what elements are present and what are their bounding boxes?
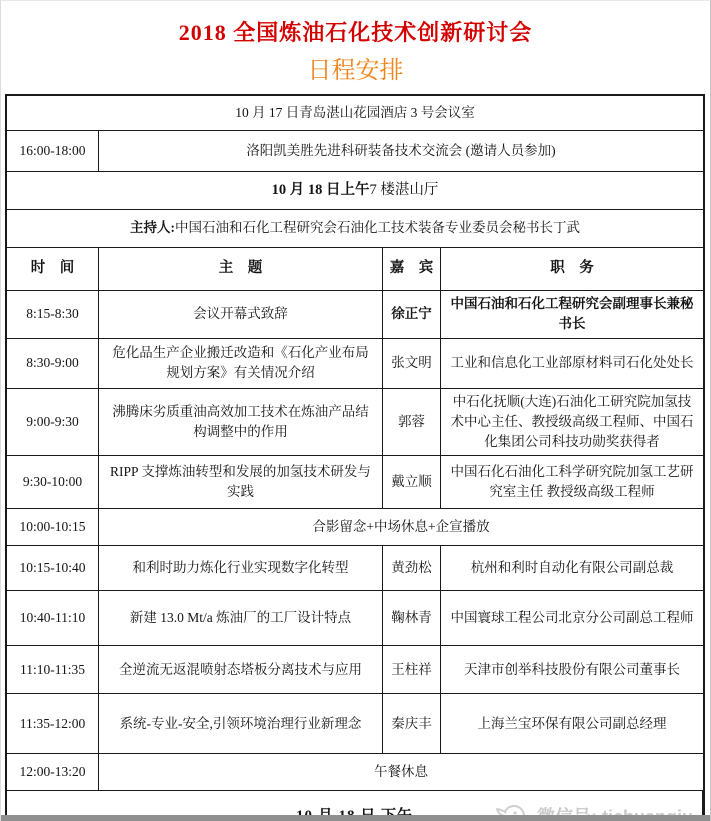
col-header-topic: 主 题 [99,248,383,290]
topic-cell: 合影留念+中场休息+企宣播放 [312,519,490,535]
table-row [7,456,703,509]
topic-cell: 和利时助力炼化行业实现数字化转型 [99,546,383,590]
guest-cell: 戴立顺 [383,456,441,508]
table-row [7,591,703,646]
session-am-hall: 7 楼湛山厅 [369,181,439,198]
moderator-row [7,210,703,248]
time-cell: 10:00-10:15 [7,509,99,545]
topic-cell: 洛阳凯美胜先进科研装备技术交流会 (邀请人员参加) [246,142,556,158]
lunch-row [7,754,703,791]
col-header-time: 时 间 [7,248,99,290]
guest-cell: 鞠林青 [383,591,441,645]
venue-text: 10 月 17 日青岛湛山花园酒店 3 号会议室 [235,104,475,120]
page-subtitle: 日程安排 [307,57,404,84]
table-row [7,339,703,389]
role-cell: 上海兰宝环保有限公司副总经理 [477,715,667,731]
agenda-table [5,94,705,821]
topic-cell: 全逆流无返混喷射态塔板分离技术与应用 [99,646,383,693]
time-cell: 11:10-11:35 [7,646,99,693]
session-am-text [7,172,703,209]
venue-row [7,96,703,131]
guest-cell: 黄劲松 [383,546,441,590]
topic-cell: 新建 13.0 Mt/a 炼油厂的工厂设计特点 [99,591,383,645]
guest-cell: 郭蓉 [383,389,441,456]
time-cell: 8:30-9:00 [7,339,99,388]
table-row [7,291,703,339]
time-cell: 11:35-12:00 [7,694,99,753]
topic-cell: 会议开幕式致辞 [99,291,383,338]
topic-cell: 危化品生产企业搬迁改造和《石化产业布局规划方案》有关情况介绍 [99,339,383,388]
table-row [7,646,703,694]
role-cell: 中国石化石油化工科学研究院加氢工艺研究室主任 教授级高级工程师 [450,464,694,500]
time-cell: 10:15-10:40 [7,546,99,590]
moderator-label: 主持人: [130,220,175,236]
page-title: 2018 全国炼油石化技术创新研讨会 [178,20,533,45]
column-header-row [7,248,703,291]
table-row [7,546,703,591]
scan-edge [1,815,710,821]
session-am-row [7,172,703,210]
moderator-text [7,210,703,247]
role-cell: 中国寰球工程公司北京分公司副总工程师 [450,610,694,626]
moderator-name: 中国石油和石化工程研究会石油化工技术装备专业委员会秘书长丁武 [175,220,580,236]
guest-cell: 张文明 [383,339,441,388]
break-row [7,509,703,546]
time-cell: 12:00-13:20 [7,754,99,790]
role-cell: 中石化抚顺(大连)石油化工研究院加氢技术中心主任、教授级高级工程师、中国石化集团公司科技功勋奖获得者 [450,393,694,449]
topic-cell: RIPP 支撑炼油转型和发展的加氢技术研发与实践 [99,456,383,508]
role-cell: 中国石油和石化工程研究会副理事长兼秘书长 [450,296,694,332]
col-header-guest: 嘉 宾 [383,248,441,290]
guest-cell: 徐正宁 [383,291,441,338]
session-am-date: 10 月 18 日上午 [271,181,370,198]
pre-session-row [7,131,703,172]
col-header-role: 职 务 [550,260,594,277]
time-cell: 8:15-8:30 [7,291,99,338]
topic-cell: 沸腾床劣质重油高效加工技术在炼油产品结构调整中的作用 [99,389,383,456]
time-cell: 9:00-9:30 [7,389,99,456]
topic-cell: 午餐休息 [374,764,428,780]
role-cell: 工业和信息化工业部原材料司石化处处长 [450,354,694,370]
time-cell: 16:00-18:00 [7,131,99,171]
table-row [7,694,703,754]
role-cell: 杭州和利时自动化有限公司副总裁 [470,560,674,576]
time-cell: 9:30-10:00 [7,456,99,508]
guest-cell: 秦庆丰 [383,694,441,753]
guest-cell: 王柱祥 [383,646,441,693]
topic-cell: 系统-专业-安全,引领环境治理行业新理念 [99,694,383,753]
table-row [7,389,703,457]
role-cell: 天津市创举科技股份有限公司董事长 [464,661,680,677]
time-cell: 10:40-11:10 [7,591,99,645]
